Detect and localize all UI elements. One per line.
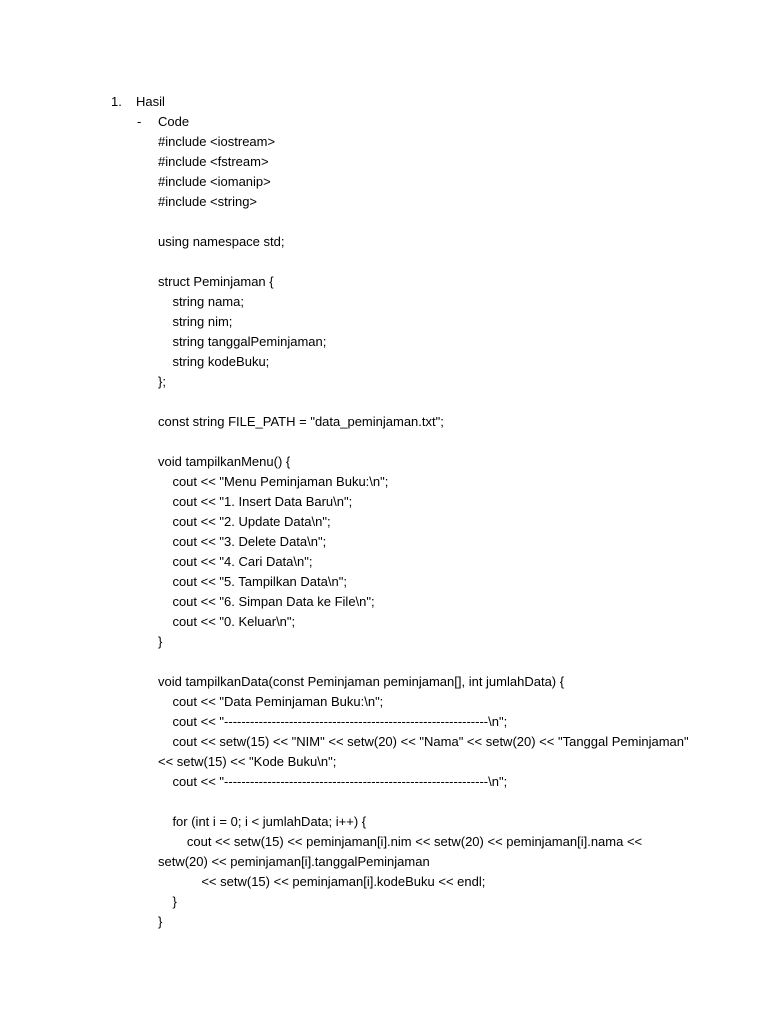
code-line: void tampilkanMenu() { [158,454,291,469]
code-line: << setw(15) << "Kode Buku\n"; [158,754,337,769]
code-line: cout << "2. Update Data\n"; [158,514,331,529]
section-title: Hasil [136,94,165,109]
code-line: void tampilkanData(const Peminjaman peminjaman[], int jumlahData) { [158,674,565,689]
code-block [158,132,748,932]
code-line: string tanggalPeminjaman; [158,334,327,349]
code-line: cout << "0. Keluar\n"; [158,614,296,629]
code-line: #include <iomanip> [158,174,271,189]
code-line: << setw(15) << peminjaman[i].kodeBuku << endl; [158,874,486,889]
code-line: cout << setw(15) << peminjaman[i].nim << setw(20) << peminjaman[i].nama << [158,834,643,849]
list-number: 1. [111,94,122,109]
bullet-dash: - [137,114,142,129]
code-line: #include <string> [158,194,258,209]
code-line: struct Peminjaman { [158,274,274,289]
code-line: string nim; [158,314,233,329]
code-line [158,392,748,412]
code-line: #include <iostream> [158,134,276,149]
code-line: }; [158,374,166,389]
code-line: setw(20) << peminjaman[i].tanggalPeminjaman [158,854,430,869]
code-line [158,432,748,452]
code-line: for (int i = 0; i < jumlahData; i++) { [158,814,367,829]
code-line: cout << "6. Simpan Data ke File\n"; [158,594,375,609]
code-line: cout << "Menu Peminjaman Buku:\n"; [158,474,389,489]
code-line [158,792,748,812]
code-line: cout << "5. Tampilkan Data\n"; [158,574,347,589]
code-label: Code [158,114,190,129]
code-line [158,252,748,272]
code-line [158,652,748,672]
code-line: cout << "Data Peminjaman Buku:\n"; [158,694,384,709]
code-line: } [158,634,163,649]
code-line: cout << "3. Delete Data\n"; [158,534,327,549]
code-line: #include <fstream> [158,154,269,169]
code-line: string kodeBuku; [158,354,270,369]
code-line [158,212,748,232]
code-line: } [158,914,163,929]
code-line: cout << setw(15) << "NIM" << setw(20) << "Nama" << setw(20) << "Tanggal Peminjaman" [158,734,689,749]
code-line: using namespace std; [158,234,285,249]
code-line: string nama; [158,294,244,309]
code-line: cout << "1. Insert Data Baru\n"; [158,494,353,509]
code-line: cout << "-------------------------------------------------------------\n"; [158,714,508,729]
code-line: const string FILE_PATH = "data_peminjaman.txt"; [158,414,444,429]
code-line: cout << "4. Cari Data\n"; [158,554,313,569]
code-line: } [158,894,177,909]
code-line: cout << "-------------------------------------------------------------\n"; [158,774,508,789]
